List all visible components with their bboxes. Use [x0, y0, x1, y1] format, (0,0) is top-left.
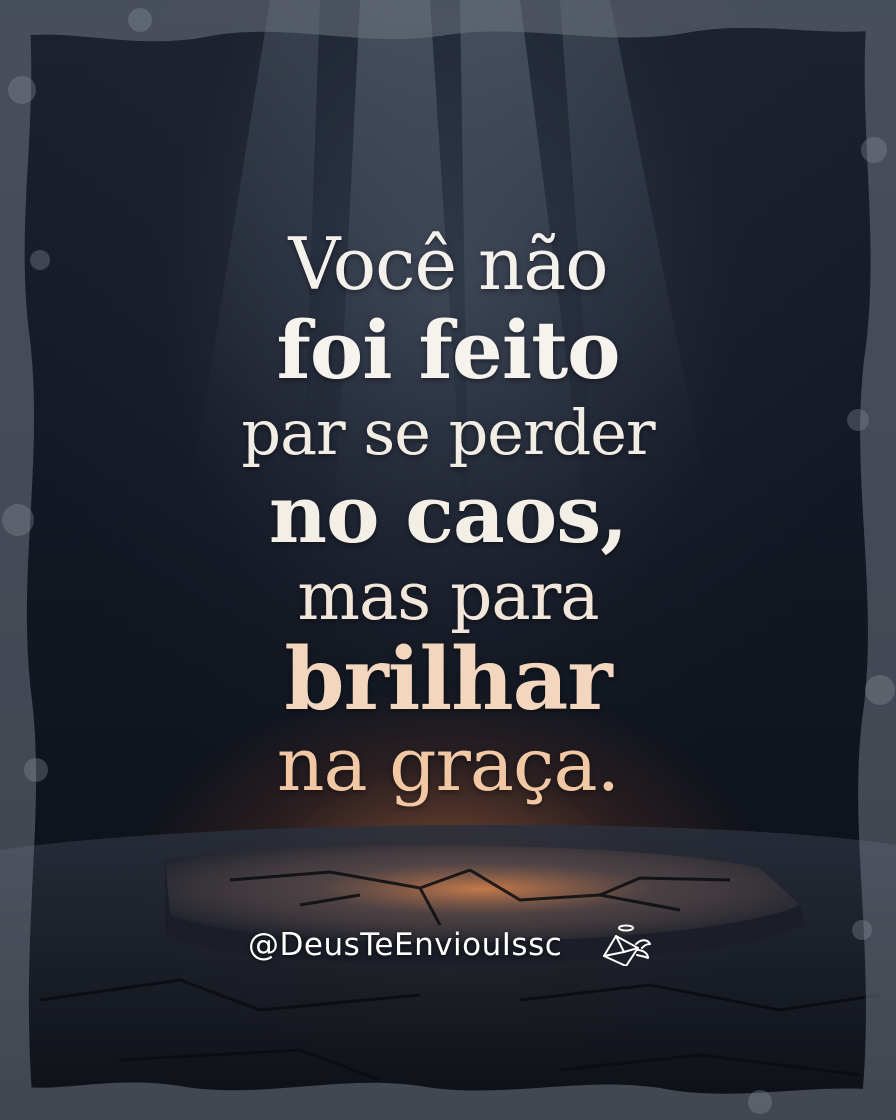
- quote-line-5: mas para: [297, 558, 599, 635]
- angel-envelope-icon: [590, 922, 652, 966]
- watermark-handle: @DeusTeEnviouIssc: [248, 927, 563, 963]
- quote-text: [0, 222, 896, 808]
- quote-line-4: no caos,: [268, 467, 628, 561]
- quote-line-2: foi feito: [276, 303, 620, 397]
- quote-line-3: par se perder: [241, 396, 655, 469]
- quote-line-1: Você não: [288, 222, 608, 306]
- quote-line-7: na graça.: [276, 722, 620, 808]
- quote-line-6: brilhar: [284, 629, 612, 730]
